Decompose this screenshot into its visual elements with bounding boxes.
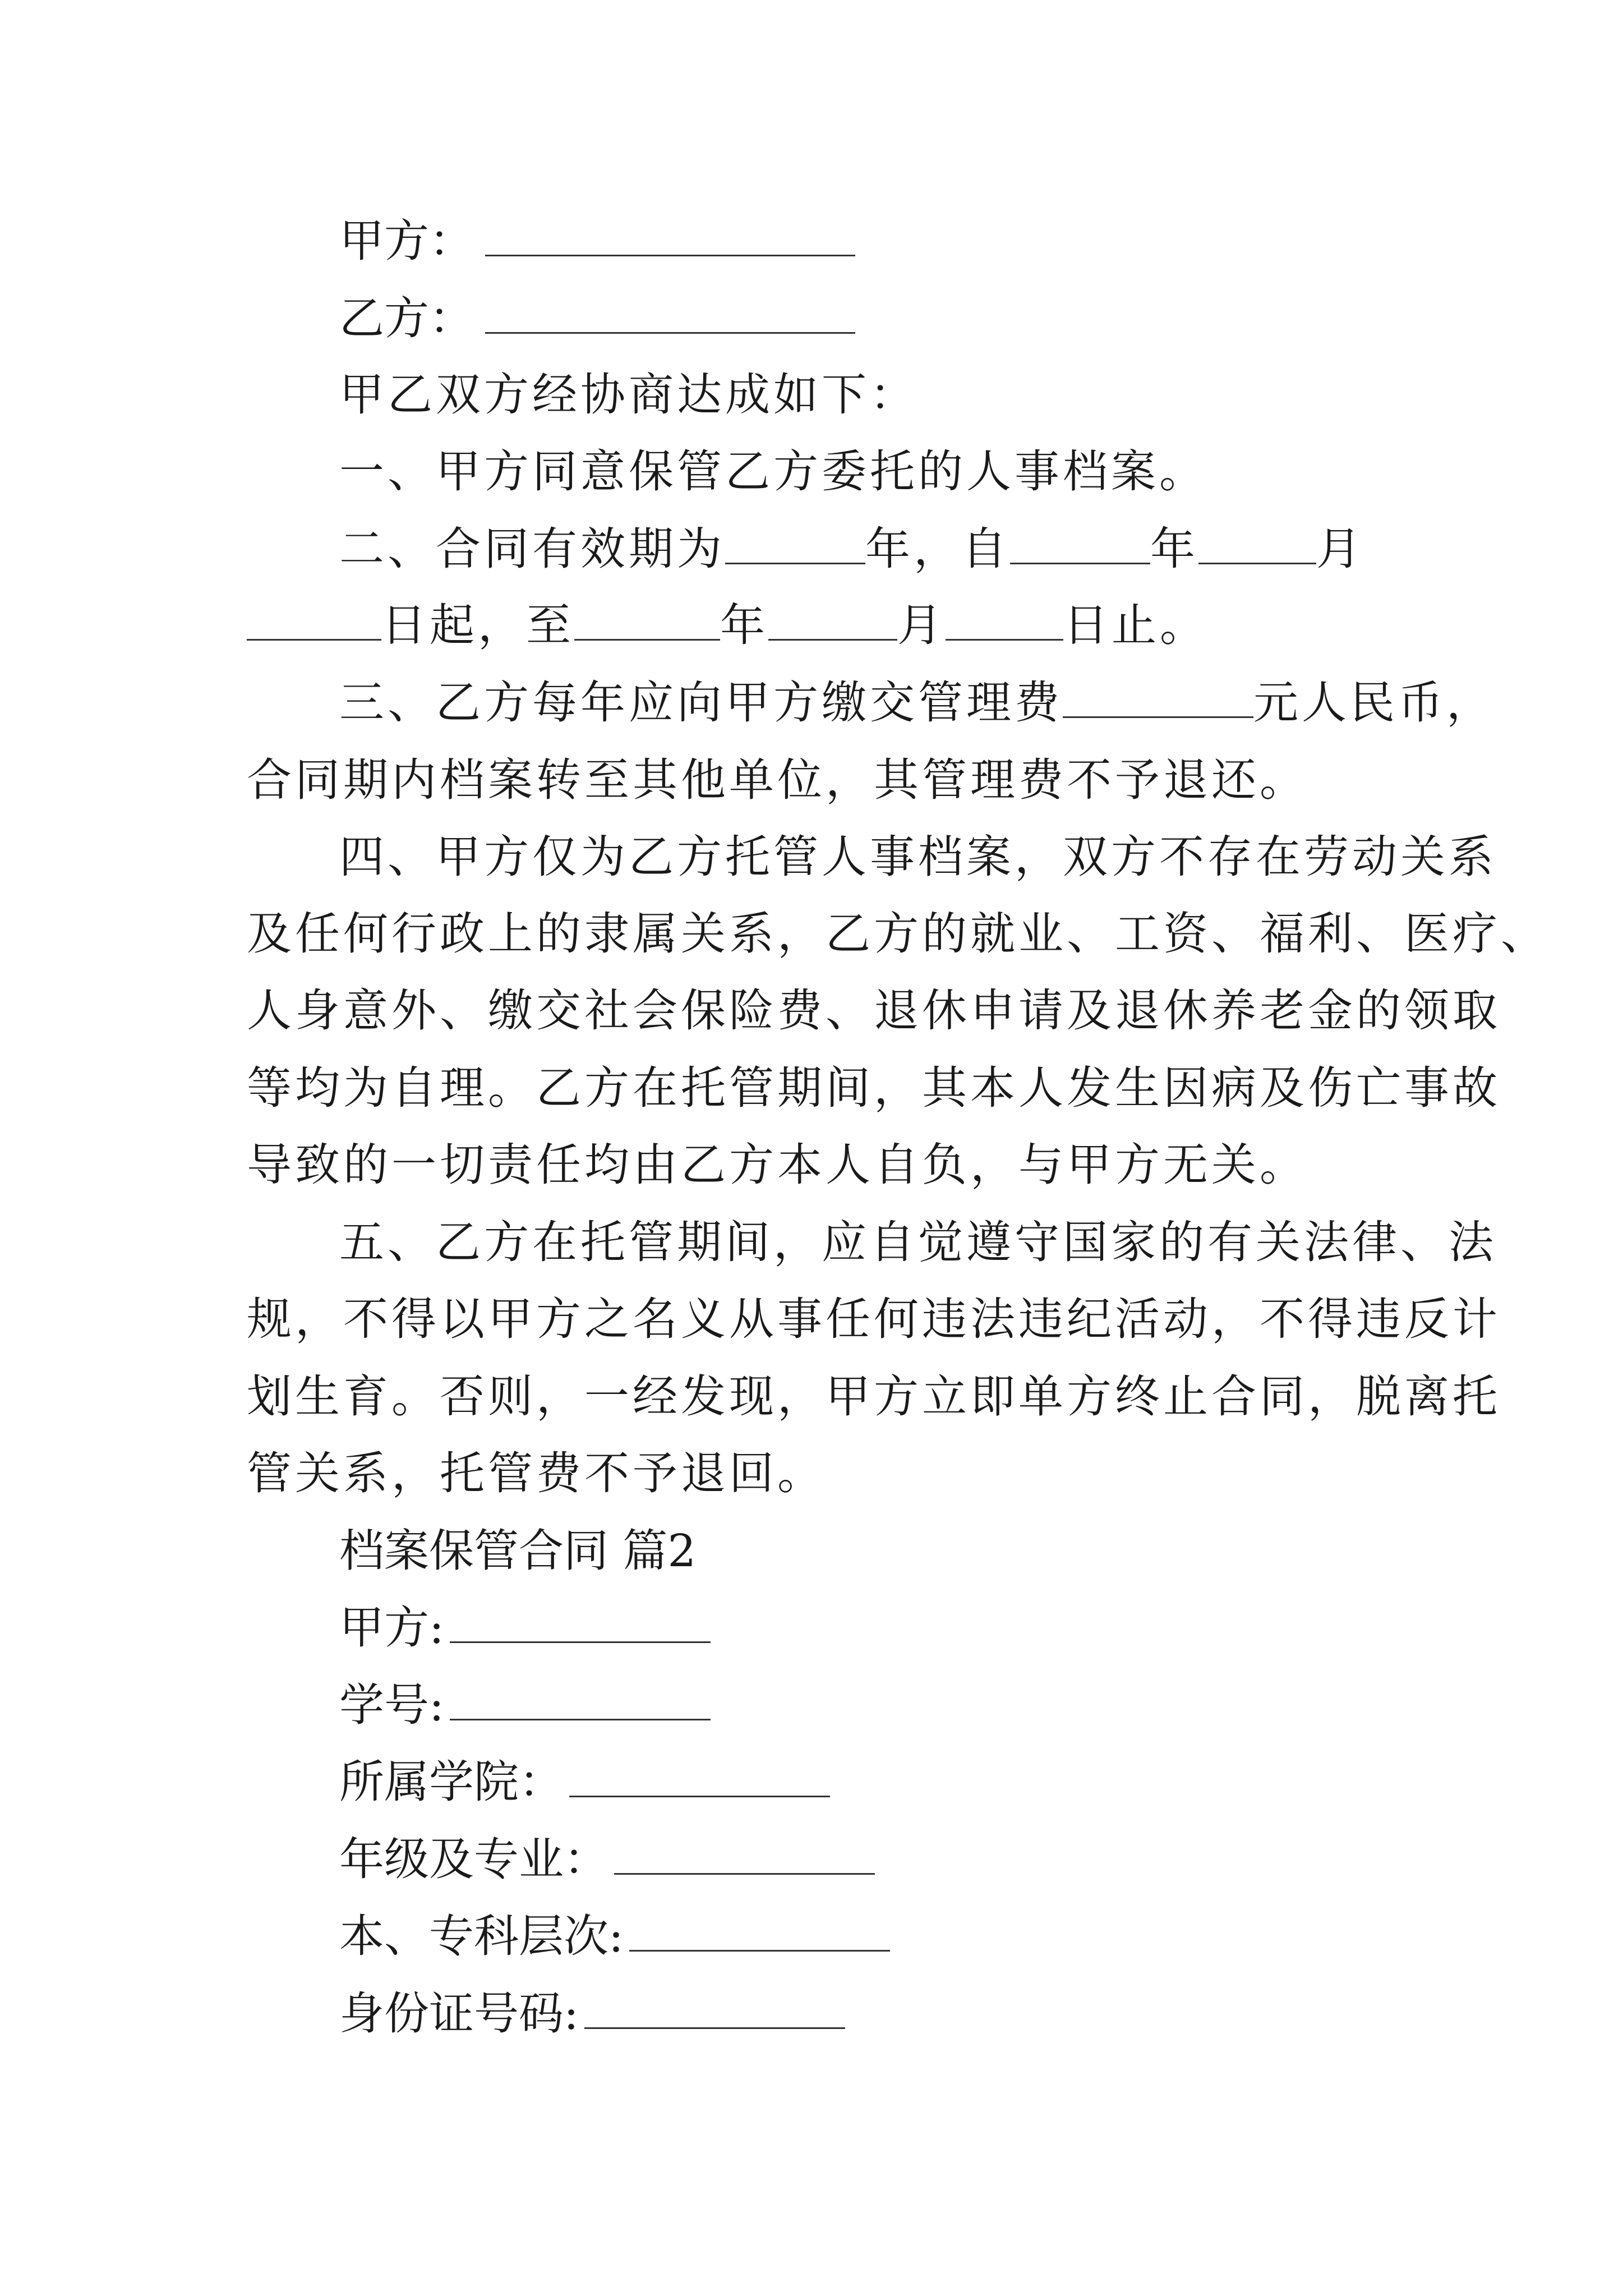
clause-4-line-4: 等均为自理。乙方在托管期间，其本人发生因病及伤亡事故 <box>247 1062 1501 1114</box>
clause-2-end-year-text: 年 <box>720 599 768 651</box>
clause-2-from-text: 年，自 <box>865 523 1010 575</box>
fee-amount-blank <box>1063 682 1253 718</box>
clause-4-line-1: 四、甲方仅为乙方托管人事档案，双方不存在劳动关系 <box>339 831 1497 883</box>
clause-4-line-3: 人身意外、缴交社会保险费、退休申请及退休养老金的领取 <box>247 984 1501 1037</box>
college-label: 所属学院： <box>339 1756 564 1808</box>
clause-3-fee-text: 三、乙方每年应向甲方缴交管理费 <box>339 677 1063 729</box>
party-a-name-label: 甲方: <box>339 1602 444 1654</box>
student-id-blank <box>450 1684 711 1720</box>
agreement-intro: 甲乙双方经协商达成如下： <box>339 369 918 421</box>
start-day-blank <box>247 604 381 641</box>
clause-3-line-1 <box>339 675 1495 731</box>
clause-2-until-text: 日起，至 <box>381 599 574 651</box>
id-number-blank <box>584 1993 845 2029</box>
college-blank <box>569 1761 830 1797</box>
clause-5-line-4: 管关系，托管费不予退回。 <box>247 1447 826 1499</box>
clause-5-line-2: 规，不得以甲方之名义从事任何违法违纪活动，不得违反计 <box>247 1293 1501 1345</box>
clause-2-year-text: 年 <box>1150 523 1198 575</box>
clause-5-line-3: 划生育。否则，一经发现，甲方立即单方终止合同，脱离托 <box>247 1370 1501 1423</box>
clause-2-line-1 <box>339 521 1364 577</box>
clause-2-month-text: 月 <box>1316 523 1364 575</box>
start-year-blank <box>1010 528 1150 564</box>
party-a-blank <box>485 220 855 256</box>
clause-2-term-text: 二、合同有效期为 <box>339 523 725 575</box>
college-line <box>339 1754 830 1810</box>
start-month-blank <box>1198 528 1316 564</box>
clause-2-line-2 <box>247 597 1208 654</box>
student-id-label: 学号: <box>339 1679 444 1731</box>
degree-level-line <box>339 1908 890 1964</box>
party-a-label: 甲方： <box>339 215 474 267</box>
student-id-line <box>339 1677 711 1733</box>
clause-4-line-2: 及任何行政上的隶属关系，乙方的就业、工资、福利、医疗、 <box>247 908 1549 960</box>
end-year-blank <box>574 604 720 641</box>
end-day-blank <box>946 604 1063 641</box>
degree-level-label: 本、专科层次: <box>339 1910 624 1962</box>
id-number-label: 身份证号码: <box>339 1987 579 2040</box>
end-month-blank <box>768 604 897 641</box>
party-b-blank <box>485 297 855 334</box>
clause-1: 一、甲方同意保管乙方委托的人事档案。 <box>339 445 1207 498</box>
party-b-label: 乙方： <box>339 292 474 344</box>
id-number-line <box>339 1986 845 2042</box>
grade-major-label: 年级及专业： <box>339 1833 608 1885</box>
section-title-part-2: 档案保管合同 篇2 <box>339 1525 697 1577</box>
party-a-name-blank <box>450 1607 711 1643</box>
grade-major-blank <box>614 1838 875 1875</box>
clause-3-currency-text: 元人民币， <box>1253 677 1495 729</box>
grade-major-line <box>339 1832 875 1888</box>
degree-level-blank <box>629 1915 890 1952</box>
party-a-line <box>339 213 855 269</box>
party-a-name-line <box>339 1600 711 1656</box>
clause-5-line-1: 五、乙方在托管期间，应自觉遵守国家的有关法律、法 <box>339 1216 1497 1268</box>
clause-2-end-text: 日止。 <box>1063 599 1208 651</box>
party-b-line <box>339 291 855 347</box>
clause-2-end-month-text: 月 <box>897 599 946 651</box>
clause-4-line-5: 导致的一切责任均由乙方本人自负，与甲方无关。 <box>247 1139 1308 1191</box>
clause-3-line-2: 合同期内档案转至其他单位，其管理费不予退还。 <box>247 754 1308 806</box>
term-years-blank <box>725 528 865 564</box>
